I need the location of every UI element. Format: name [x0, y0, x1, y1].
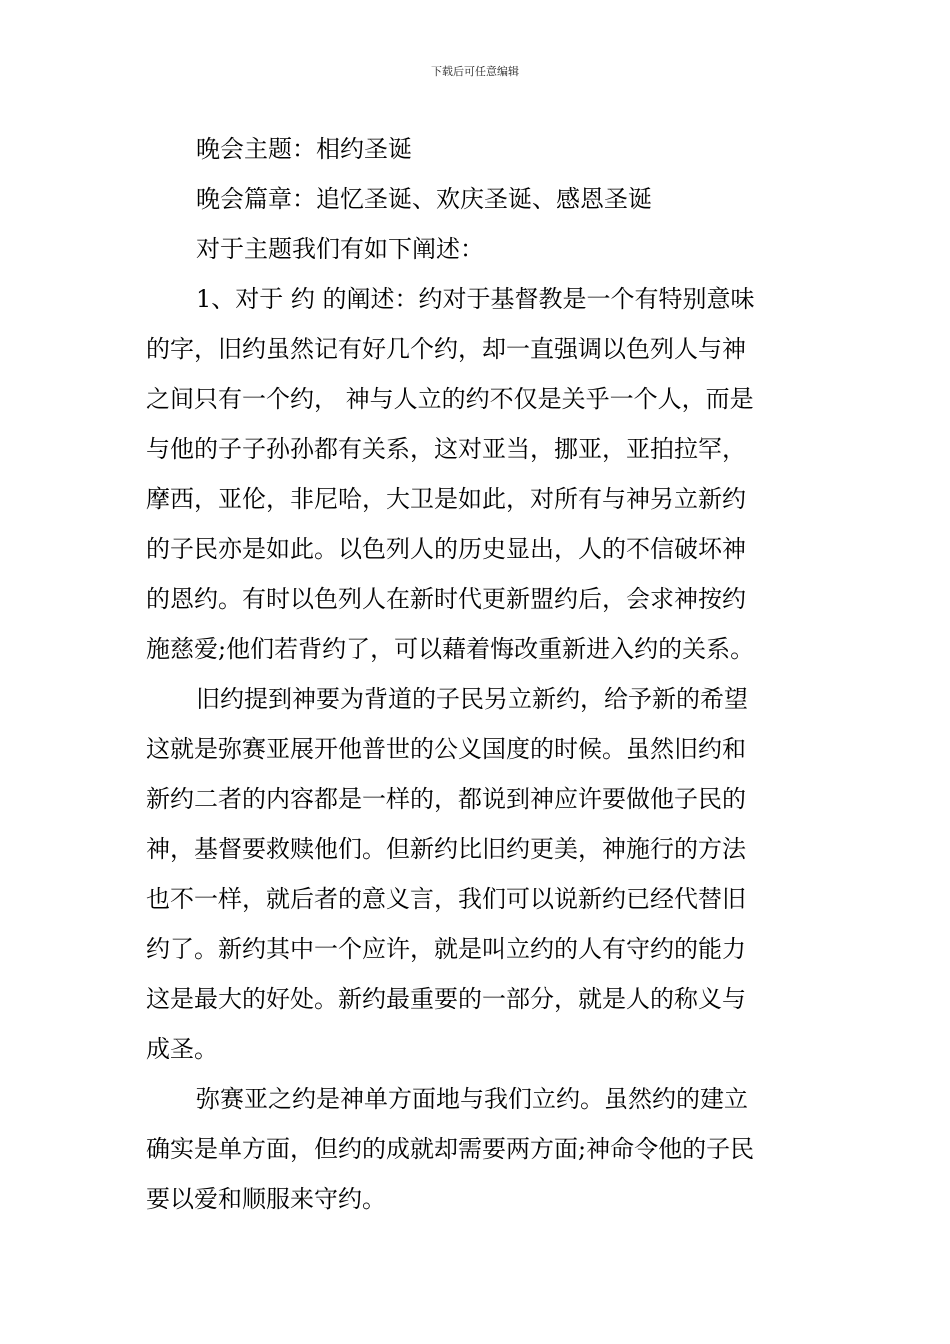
party-chapters-line: 晚会篇章：追忆圣诞、欢庆圣诞、感恩圣诞 [196, 185, 652, 213]
text-line: 旧约提到神要为背道的子民另立新约，给予新的希望 [196, 685, 748, 713]
text-line: 与他的子子孙孙都有关系，这对亚当，挪亚，亚拍拉罕， [146, 435, 746, 463]
text-line: 之间只有一个约， 神与人立的约不仅是关乎一个人，而是 [146, 385, 754, 413]
text-line: 摩西，亚伦，非尼哈，大卫是如此，对所有与神另立新约 [146, 485, 746, 513]
text-line: 的恩约。有时以色列人在新时代更新盟约后，会求神按约 [146, 585, 746, 613]
text-line: 的字，旧约虽然记有好几个约，却一直强调以色列人与神 [146, 335, 746, 363]
theme-intro-line: 对于主题我们有如下阐述： [196, 235, 484, 263]
paragraph-new-covenant [146, 674, 806, 1074]
text-line: 约了。新约其中一个应许，就是叫立约的人有守约的能力 [146, 935, 746, 963]
party-theme-line: 晚会主题：相约圣诞 [196, 135, 412, 163]
paragraph-messiah-covenant [146, 1074, 806, 1224]
text-line: 的子民亦是如此。以色列人的历史显出，人的不信破坏神 [146, 535, 746, 563]
text-line: 这就是弥赛亚展开他普世的公义国度的时候。虽然旧约和 [146, 735, 746, 763]
text-line: 这是最大的好处。新约最重要的一部分，就是人的称义与 [146, 985, 746, 1013]
text-line: 施慈爱;他们若背约了，可以藉着悔改重新进入约的关系。 [146, 635, 755, 663]
text-line: 也不一样，就后者的意义言，我们可以说新约已经代替旧 [146, 885, 746, 913]
text-line: 弥赛亚之约是神单方面地与我们立约。虽然约的建立 [196, 1085, 748, 1113]
text-line: 神，基督要救赎他们。但新约比旧约更美，神施行的方法 [146, 835, 746, 863]
text-line: 1、对于 约 的阐述：约对于基督教是一个有特别意味 [196, 285, 755, 313]
text-line: 成圣。 [146, 1035, 218, 1063]
page-header: 下载后可任意编辑 [431, 65, 519, 78]
text-line: 确实是单方面，但约的成就却需要两方面;神命令他的子民 [146, 1135, 755, 1163]
paragraph-covenant-meaning [146, 274, 806, 674]
document-body [146, 124, 806, 1224]
text-line: 要以爱和顺服来守约。 [146, 1185, 386, 1213]
text-line: 新约二者的内容都是一样的，都说到神应许要做他子民的 [146, 785, 746, 813]
